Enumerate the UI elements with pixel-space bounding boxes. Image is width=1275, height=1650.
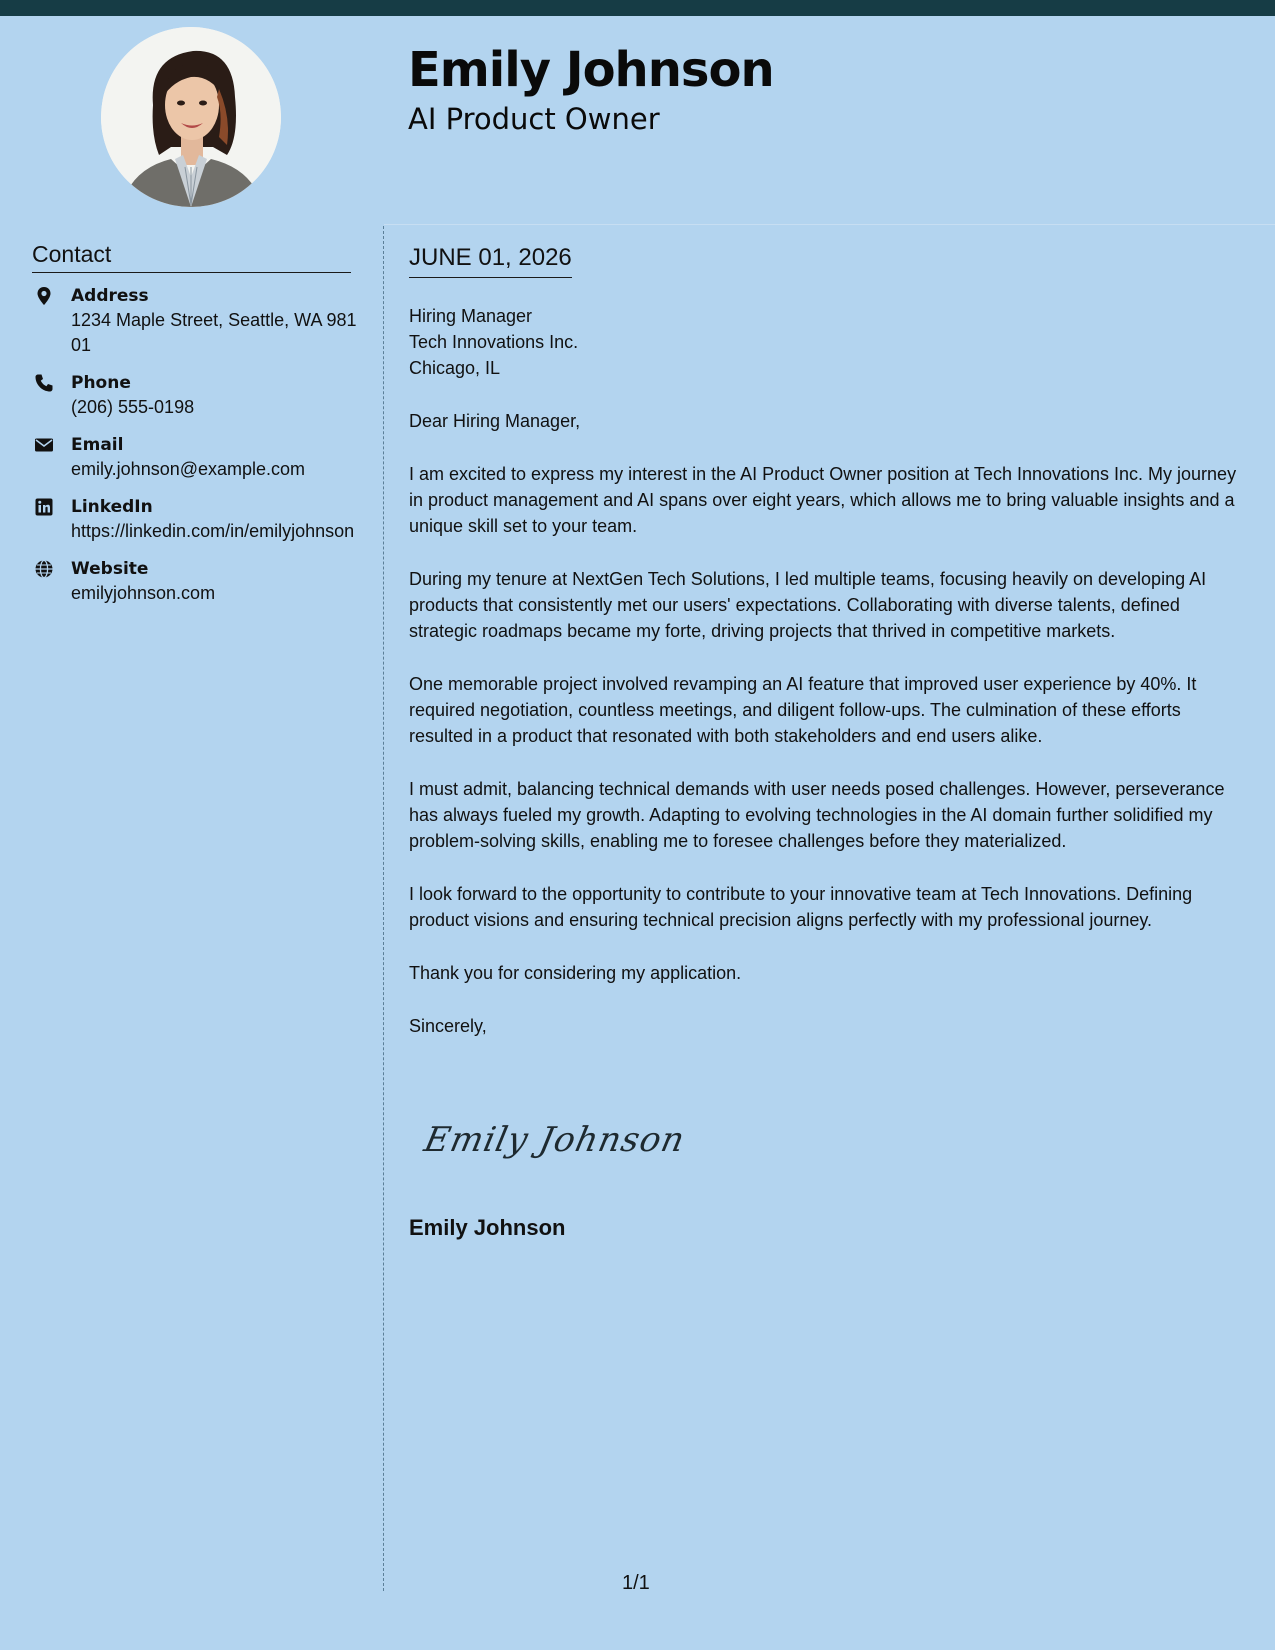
letter-paragraph: One memorable project involved revamping an AI feature that improved user experience by 40%. It required negotiation, countless meetings, and diligent follow-ups. The culmination of these efforts resulted in a product that resonated with both stakeholders and end users alike. xyxy=(409,674,1197,746)
contact-value: emilyjohnson.com xyxy=(71,583,216,603)
recipient-line: Chicago, IL xyxy=(409,358,501,378)
letter-paragraph: I must admit, balancing technical demands with user needs posed challenges. However, perseverance has always fueled my growth. Adapting to evolving technologies in the AI domain further solidified my problem-solving skills, enabling me to foresee challenges before they materialized. xyxy=(409,779,1225,851)
header-divider xyxy=(384,224,1275,225)
recipient-line: Hiring Manager xyxy=(409,306,533,326)
contact-label: Website xyxy=(71,559,149,579)
recipient-line: Tech Innovations Inc. xyxy=(409,332,579,352)
linkedin-icon xyxy=(34,497,54,517)
signer-name: Emily Johnson xyxy=(409,1215,566,1240)
contact-heading: Contact xyxy=(32,241,351,273)
contact-item-website xyxy=(32,557,362,606)
contact-label: Address xyxy=(71,286,149,306)
map-pin-icon xyxy=(34,286,54,306)
contact-label: Email xyxy=(71,435,124,455)
envelope-icon xyxy=(34,435,54,455)
letter-paragraph: I look forward to the opportunity to contribute to your innovative team at Tech Innovations. Defining product visions and ensuring technical precision aligns perfectly with my professional journey. xyxy=(409,884,1193,930)
contact-value: (206) 555-0198 xyxy=(71,397,195,417)
phone-icon xyxy=(34,373,54,393)
contact-item-address xyxy=(32,284,362,358)
globe-icon xyxy=(34,559,54,579)
contact-item-email xyxy=(32,433,362,482)
letter-body xyxy=(409,303,1239,1066)
contact-label: LinkedIn xyxy=(71,497,153,517)
contact-list xyxy=(32,284,362,619)
handwritten-signature: Emily Johnson xyxy=(420,1120,689,1160)
contact-value: emily.johnson@example.com xyxy=(71,459,306,479)
letter-date: JUNE 01, 2026 xyxy=(409,244,572,278)
candidate-name: Emily Johnson xyxy=(408,42,774,98)
letter-paragraph: Thank you for considering my application. xyxy=(409,963,742,983)
contact-value: 1234 Maple Street, Seattle, WA 98101 xyxy=(71,310,357,355)
greeting: Dear Hiring Manager, xyxy=(409,411,581,431)
candidate-title: AI Product Owner xyxy=(408,102,660,136)
recipient-block xyxy=(409,303,1239,381)
contact-item-linkedin xyxy=(32,495,362,544)
closing: Sincerely, xyxy=(409,1016,487,1036)
contact-item-phone xyxy=(32,371,362,420)
profile-photo xyxy=(101,27,281,207)
page-number: 1/1 xyxy=(622,1572,650,1594)
contact-label: Phone xyxy=(71,373,131,393)
contact-value: https://linkedin.com/in/emilyjohnson xyxy=(71,521,355,541)
column-divider xyxy=(383,226,384,1591)
top-bar xyxy=(0,0,1275,16)
letter-paragraph: During my tenure at NextGen Tech Solutions, I led multiple teams, focusing heavily on developing AI products that consistently met our users' expectations. Collaborating with diverse talents, defined strategic roadmaps became my forte, driving projects that thrived in competitive markets. xyxy=(409,569,1207,641)
letter-paragraph: I am excited to express my interest in the AI Product Owner position at Tech Innovations Inc. My journey in product management and AI spans over eight years, which allows me to bring valuable insights and a unique skill set to your team. xyxy=(409,464,1237,536)
